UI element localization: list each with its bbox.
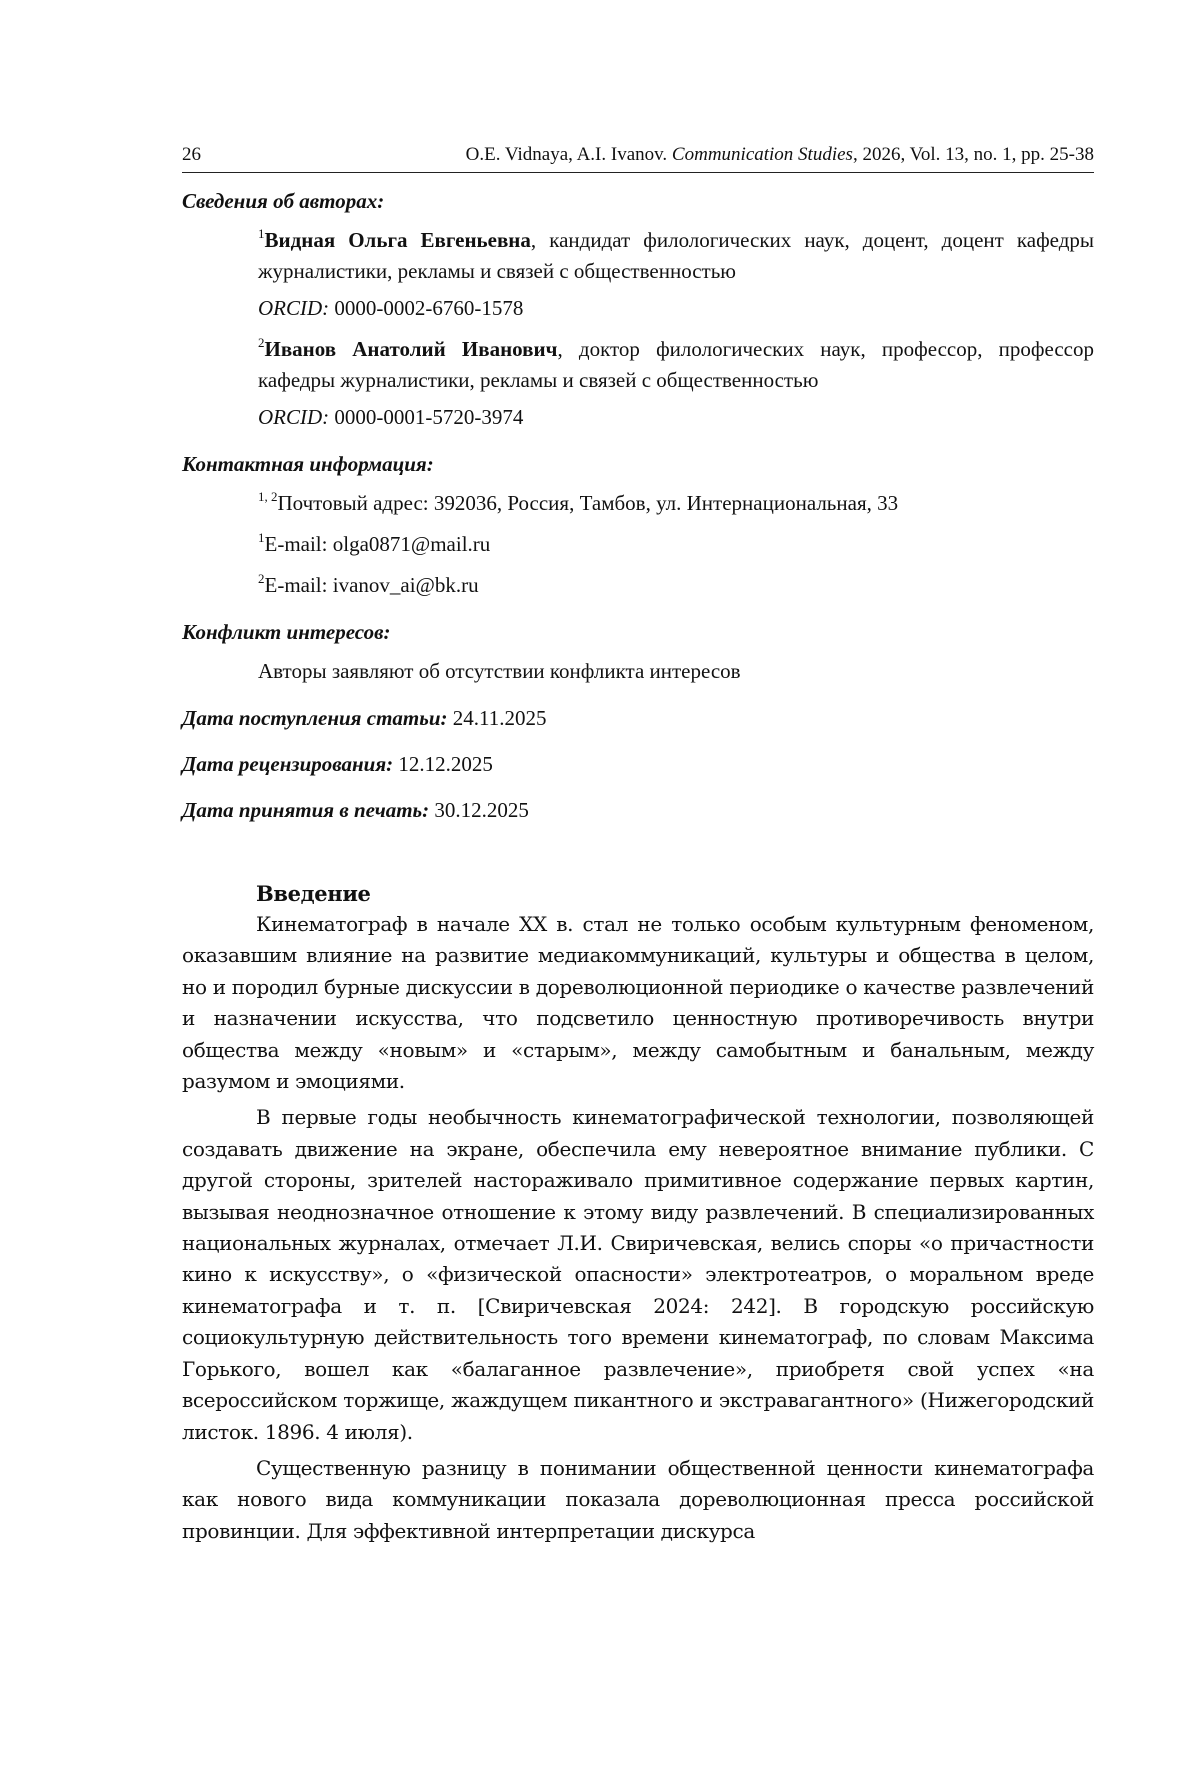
paragraph: Кинематограф в начале XX в. стал не только особым культурным феноменом, оказавшим влияние на развитие медиакоммуникаций, культуры и общества в целом, но и породил бурные дискуссии в дореволюционной периодике о качестве развлечений и назначении искусства, что подсветило ценностную противоречивость внутри общества между «новым» и «старым», между самобытным и банальным, между разумом и эмоциями. <box>182 912 1094 1094</box>
introduction-section <box>182 878 1094 1552</box>
author-block-2 <box>182 334 1094 433</box>
date-received-label: Дата поступления статьи: <box>182 706 448 730</box>
email-1-index: 1 <box>258 530 265 545</box>
date-accepted-value: 30.12.2025 <box>429 798 529 822</box>
date-received-value: 24.11.2025 <box>447 706 547 730</box>
date-reviewed-label: Дата рецензирования: <box>182 752 394 776</box>
author-1-description: , кандидат филологических наук, доцент, доцент кафедры журналистики, рекламы и связей с общественностью <box>258 228 1095 283</box>
author-2-orcid-value: 0000-0001-5720-3974 <box>329 405 524 429</box>
date-accepted <box>182 795 1094 826</box>
author-2-index: 2 <box>258 335 265 350</box>
author-2-orcid <box>258 402 1094 433</box>
orcid-label: ORCID: <box>258 296 330 320</box>
date-received <box>182 703 1094 734</box>
journal-title: Communication Studies <box>671 144 853 165</box>
author-1-index: 1 <box>258 226 265 241</box>
postal-address <box>182 488 1094 519</box>
author-1-orcid <box>258 293 1094 324</box>
citation-authors: O.E. Vidnaya, A.I. Ivanov. <box>465 144 668 165</box>
citation-line <box>466 144 1094 166</box>
page-number: 26 <box>182 144 201 165</box>
date-accepted-label: Дата принятия в печать: <box>182 798 430 822</box>
running-header <box>182 144 1094 173</box>
conflict-section-title: Конфликт интересов: <box>182 620 391 644</box>
paragraph: В первые годы необычность кинематографической технологии, позволяющей создавать движение на экране, обеспечила ему невероятное внимание публики. С другой стороны, зрителей настораживало примитивное содержание первых картин, вызывая неоднозначное отношение к этому виду развлечений. В специализированных национальных журналах, отмечает Л.И. Свиричевская, велись споры «о причастности кино к искусству», о «физической опасности» электротеатров, о моральном вреде кинематографа и т. п. [Свиричевская 2024: 242]. В городскую российскую социокультурную действительность того времени кинематограф, по словам Максима Горького, вошел как «балаганное развлечение», приобретя свой успех «на всероссийском торжище, жаждущем пикантного и экстравагантного» (Нижегородский листок. 1896. 4 июля). <box>182 1105 1094 1444</box>
email-2-text: E-mail: ivanov_ai@bk.ru <box>264 573 479 597</box>
article-metadata <box>182 186 1094 841</box>
author-1 <box>258 225 1094 287</box>
email-1-text: E-mail: olga0871@mail.ru <box>264 532 491 556</box>
author-2-name: Иванов Анатолий Иванович <box>264 337 558 361</box>
introduction-heading: Введение <box>256 881 371 906</box>
citation-details: , 2026, Vol. 13, no. 1, pp. 25-38 <box>852 144 1094 165</box>
postal-text: Почтовый адрес: 392036, Россия, Тамбов, ул. Интернациональная, 33 <box>277 491 899 515</box>
authors-section-title: Сведения об авторах: <box>182 189 385 213</box>
author-1-name: Видная Ольга Евгеньевна <box>264 228 531 252</box>
page <box>182 0 1094 1779</box>
paragraph: Существенную разницу в понимании общественной ценности кинематографа как нового вида коммуникации показала дореволюционная пресса российской провинции. Для эффективной интерпретации дискурса <box>182 1455 1094 1543</box>
date-reviewed-value: 12.12.2025 <box>393 752 493 776</box>
date-reviewed <box>182 749 1094 780</box>
conflict-text: Авторы заявляют об отсутствии конфликта интересов <box>258 659 741 683</box>
orcid-label: ORCID: <box>258 405 330 429</box>
author-block-1 <box>182 225 1094 324</box>
postal-index: 1, 2 <box>258 489 278 504</box>
email-2 <box>182 570 1094 601</box>
author-2-description: , доктор филологических наук, профессор, профессор кафедры журналистики, рекламы и связей с общественностью <box>258 337 1094 392</box>
email-1 <box>182 529 1094 560</box>
author-2 <box>258 334 1094 396</box>
author-1-orcid-value: 0000-0002-6760-1578 <box>329 296 524 320</box>
email-2-index: 2 <box>258 571 265 586</box>
contacts-section-title: Контактная информация: <box>182 452 434 476</box>
